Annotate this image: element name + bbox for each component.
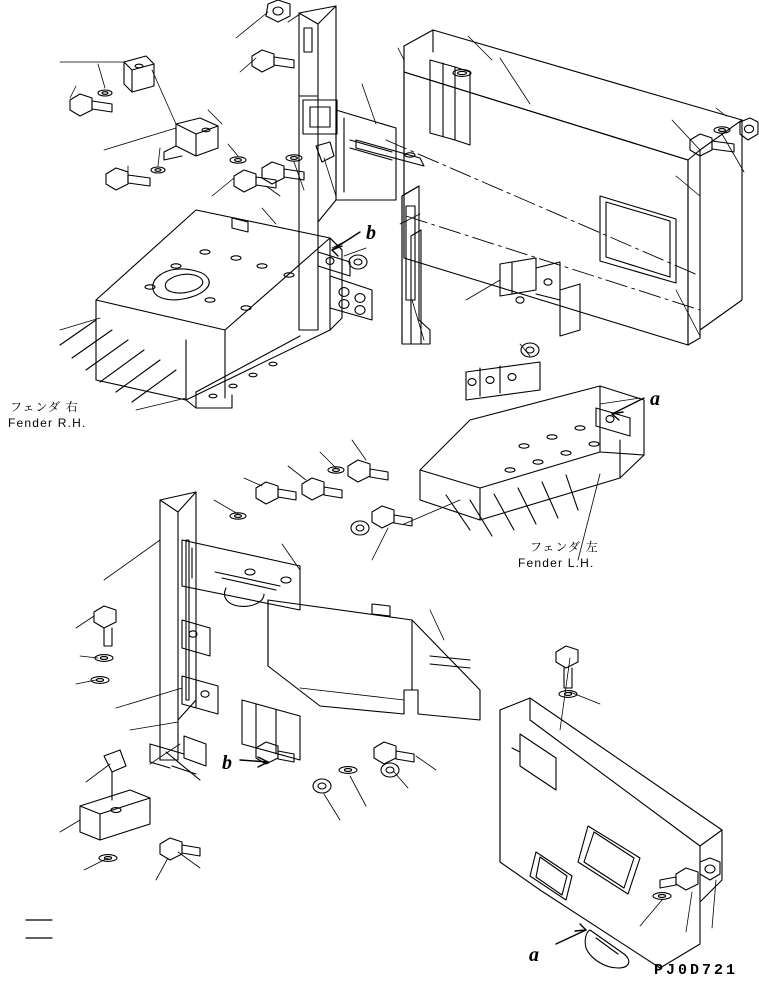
washer: [521, 343, 539, 357]
bolt: [252, 50, 294, 72]
fender-lh-inner-frame: [160, 492, 300, 760]
washer: [349, 255, 367, 269]
bolt: [94, 606, 116, 646]
lower-floor-plate: [268, 600, 480, 720]
washer: [653, 893, 671, 900]
bolt: [372, 506, 412, 528]
bolt: [70, 94, 112, 116]
washer: [151, 167, 165, 173]
washer: [351, 521, 369, 535]
washer: [230, 157, 246, 163]
washer: [313, 779, 331, 793]
callout-a-lower: a: [529, 944, 539, 966]
leader-lines: [60, 12, 744, 932]
fender-lh-label-jp: フェンダ 左: [530, 540, 599, 554]
nut: [700, 858, 720, 880]
bracket-small: [124, 56, 154, 92]
bolt: [660, 868, 698, 890]
callout-arrows: [240, 232, 644, 944]
fender-rh-label-jp: フェンダ 右: [10, 400, 79, 414]
fender-lh-outer-panel: [500, 698, 722, 968]
fender-rh-deck: [60, 210, 372, 408]
callout-b-upper: b: [366, 222, 376, 244]
fender-lh-deck: [420, 362, 644, 536]
bolt: [256, 482, 296, 504]
drawing-number: PJ0D721: [654, 962, 739, 979]
bolt: [374, 742, 414, 764]
bottom-left-marks: [26, 920, 52, 938]
washer: [286, 155, 302, 161]
fender-rh-outer-panel: [404, 30, 742, 345]
fender-lh-label-en: Fender L.H.: [518, 556, 595, 570]
center-lines: [386, 140, 700, 310]
nut: [266, 0, 290, 22]
callout-b-lower: b: [222, 752, 232, 774]
fender-rh-label-en: Fender R.H.: [8, 416, 87, 430]
nut: [740, 118, 758, 140]
fender-rh-inner-frame: [299, 6, 424, 330]
washer: [98, 90, 112, 96]
bolt: [160, 838, 200, 860]
bolt: [348, 460, 388, 482]
bolt: [302, 478, 342, 500]
washer: [91, 677, 109, 684]
clip-bracket: [164, 118, 218, 160]
lh-upper-bracket: [500, 258, 580, 336]
washer: [339, 767, 357, 774]
fastener-group: [70, 0, 758, 899]
clip: [316, 142, 334, 162]
lower-left-bracket-cluster: [80, 700, 300, 840]
callout-a-upper: a: [650, 388, 660, 410]
